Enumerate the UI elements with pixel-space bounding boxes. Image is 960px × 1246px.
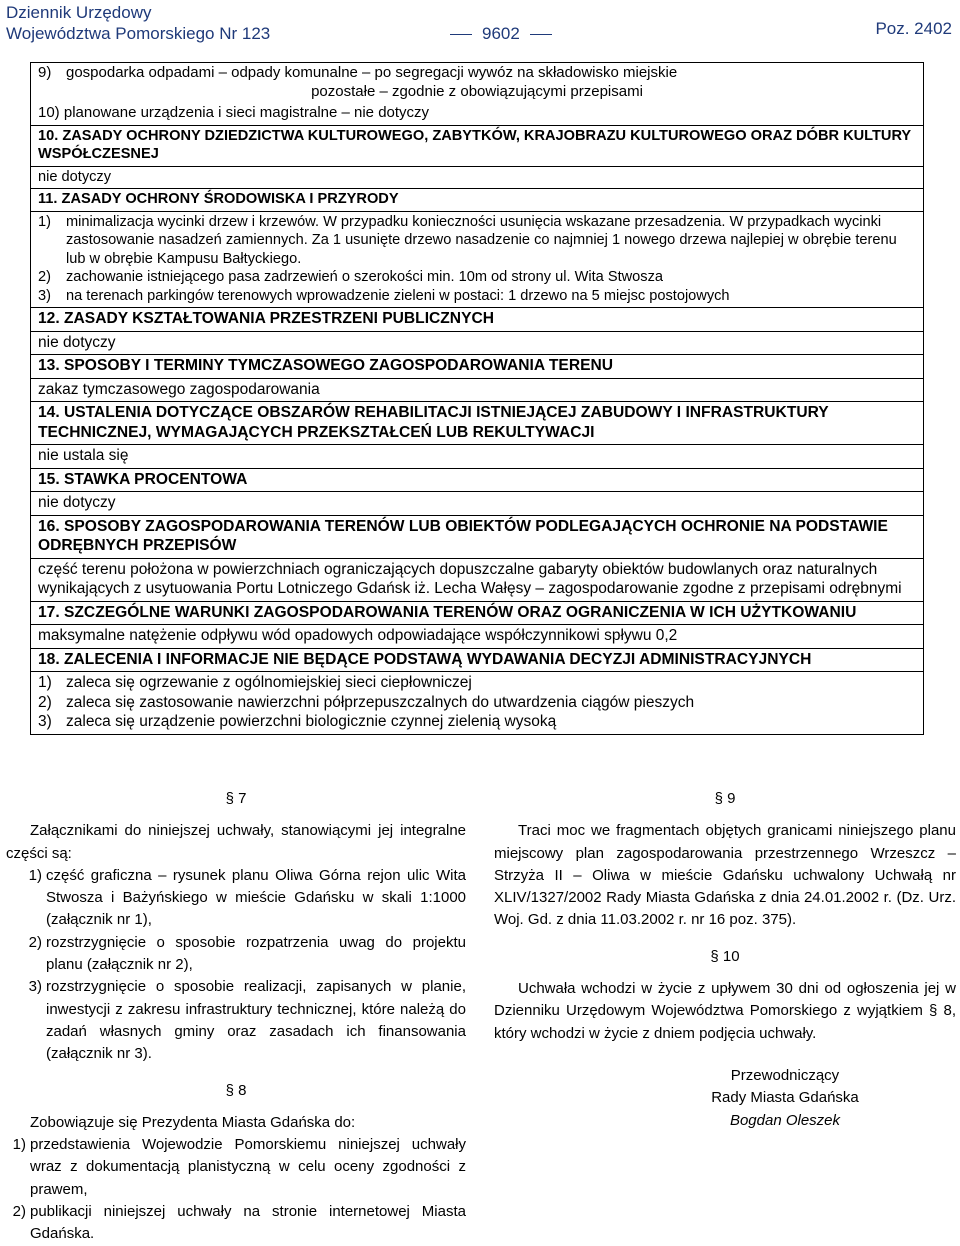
position-number: Poz. 2402 [875,19,952,38]
section-body [31,672,923,734]
signatory-role: Przewodniczący [730,1066,840,1084]
journal-issue: Województwa Pomorskiego Nr 123 [6,24,271,43]
right-column [494,788,956,1132]
item-text: zaleca się urządzenie powierzchni biologicznie czynnej zielenią wysoką [66,713,557,730]
item-number: 2) [38,693,52,711]
paragraph-heading: § 8 [225,1081,247,1099]
section-body: nie dotyczy [31,332,923,356]
section-body: nie dotyczy [31,492,923,516]
item-number: 1) [38,674,52,691]
section-heading: 14. USTALENIA DOTYCZĄCE OBSZARÓW REHABILITACJI ISTNIEJĄCEJ ZABUDOWY I INFRASTRUKTURY TECHNICZNEJ, WYMAGAJĄCYCH PRZEKSZTAŁCEŃ LUB REKULTYWACJI [31,402,923,445]
paragraph-intro: Zobowiązuje się Prezydenta Miasta Gdańska do: [30,1113,356,1131]
section-heading: 15. STAWKA PROCENTOWA [31,469,923,493]
section-heading: 18. ZALECENIA I INFORMACJE NIE BĘDĄCE PODSTAWĄ WYDAWANIA DECYZJI ADMINISTRACYJNYCH [31,649,923,673]
section-heading: 17. SZCZEGÓLNE WARUNKI ZAGOSPODAROWANIA TERENÓW ORAZ OGRANICZENIA W ICH UŻYTKOWANIU [31,602,923,626]
item-text: część graficzna – rysunek planu Oliwa Górna rejon ulic Wita Stwosza i Bażyńskiego w mieście Gdańsku w skali 1:1000 (załącznik nr 1), [46,866,466,929]
section-body: nie dotyczy [31,167,923,190]
paragraph-heading: § 10 [710,947,740,965]
item-text: zachowanie istniejącego pasa zadrzewień o szerokości min. 10m od strony ul. Wita Stwosza [66,269,664,285]
list-item [38,213,916,269]
section-heading: 16. SPOSOBY ZAGOSPODAROWANIA TERENÓW LUB OBIEKTÓW PODLEGAJĄCYCH OCHRONIE NA PODSTAWIE ODRĘBNYCH PRZEPISÓW [31,516,923,559]
item-number: 3) [38,713,52,730]
paragraph-text: Traci moc we fragmentach objętych granicami niniejszego planu miejscowy plan zagospodarowania przestrzennego Wrzeszcz – Strzyża II – Oliwa w mieście Gdańsku uchwalony Uchwałą nr XLIV/1327/2002 Rady Miasta Gdańska z dnia 24.01.2002 r. (Dz. Urz. Woj. Gd. z dnia 11.03.2002 r. nr 16 poz. 375). [494,822,956,929]
table-row [31,63,923,103]
page-number: 9602 [440,24,562,44]
item-number: 2) [12,1203,26,1221]
section-heading: 13. SPOSOBY I TERMINY TYMCZASOWEGO ZAGOSPODAROWANIA TERENU [31,355,923,379]
list-item [6,1134,466,1201]
section-heading: 10. ZASADY OCHRONY DZIEDZICTWA KULTUROWEGO, ZABYTKÓW, KRAJOBRAZU KULTUROWEGO ORAZ DÓBR KULTURY WSPÓŁCZESNEJ [31,126,923,167]
paragraph-heading: § 7 [225,790,247,807]
section-heading: 11. ZASADY OCHRONY ŚRODOWISKA I PRZYRODY [31,189,923,212]
paragraph-heading: § 9 [714,790,736,807]
item-text: publikacji niniejszej uchwały na stronie internetowej Miasta Gdańska. [30,1203,466,1243]
item-number: 2) [28,933,42,951]
signatory-name: Bogdan Oleszek [729,1111,841,1129]
item-text: gospodarka odpadami – odpady komunalne – po segregacji wywóz na składowisko miejskie [66,64,678,81]
section-body [31,212,923,309]
table-row: 10) planowane urządzenia i sieci magistralne – nie dotyczy [31,103,923,126]
section-heading: 12. ZASADY KSZTAŁTOWANIA PRZESTRZENI PUBLICZNYCH [31,308,923,332]
section-body: zakaz tymczasowego zagospodarowania [31,379,923,403]
item-text: zaleca się zastosowanie nawierzchni półprzepuszczalnych do utwardzenia ciągów pieszych [66,693,695,711]
item-number: 3) [38,287,51,304]
item-text: rozstrzygnięcie o sposobie realizacji, zapisanych w planie, inwestycji z zakresu infrastruktury technicznej, które należą do zadań własnych gminy oraz zasadach ich finansowania (załącznik nr 3). [46,978,466,1063]
item-number: 2) [38,269,51,285]
paragraph-intro: Załącznikami do niniejszej uchwały, stanowiącymi jej integralne części są: [6,822,466,862]
list-item [6,932,466,977]
item-number: 3) [28,978,42,996]
item-text: zaleca się ogrzewanie z ogólnomiejskiej sieci ciepłowniczej [66,674,472,691]
list-item [38,693,916,713]
item-text: przedstawienia Wojewodzie Pomorskiemu niniejszej uchwały wraz z dokumentacją planistyczną w celu oceny zgodności z prawem, [30,1136,466,1198]
page-header-left [6,2,270,44]
plan-provisions-table [30,62,924,735]
item-text-continued: pozostałe – zgodnie z obowiązującymi przepisami [311,82,643,100]
paragraph-text: Uchwała wchodzi w życie z upływem 30 dni od ogłoszenia jej w Dzienniku Urzędowym Województwa Pomorskiego z wyjątkiem § 8, który wchodzi w życie z dniem podjęcia uchwały. [494,980,956,1042]
list-item [38,268,916,287]
signature-block [494,1065,956,1132]
item-number: 1) [12,1136,26,1154]
item-number: 1) [28,866,42,884]
journal-title: Dziennik Urzędowy [6,3,152,22]
item-number: 1) [38,213,51,230]
item-text: na terenach parkingów terenowych wprowadzenie zieleni w postaci: 1 drzewo na 5 miejsc postojowych [66,287,730,304]
left-column [6,788,466,1246]
section-body: część terenu położona w powierzchniach ograniczających dopuszczalne gabaryty obiektów budowlanych oraz naturalnych wynikających z usytuowania Portu Lotniczego Gdańsk iż. Lecha Wałęsy – zagospodarowanie zgodne z przepisami odrębnymi [31,559,923,602]
signatory-body: Rady Miasta Gdańska [711,1089,859,1107]
item-text: minimalizacja wycinki drzew i krzewów. W przypadku konieczności usunięcia wskazane przesadzenia. W przypadkach wycinki zastosowanie nasadzeń zamiennych. Za 1 usunięte drzewo nasadzenie co najmniej 1 nowego drzewa najlepiej w obrębie terenu lub w obrębie Kampusu Bałtyckiego. [66,213,897,267]
list-item [6,976,466,1065]
list-item [38,287,916,306]
list-item [38,673,916,693]
list-item [6,1201,466,1246]
list-item [6,865,466,932]
list-item [38,712,916,732]
section-body: nie ustala się [31,445,923,469]
section-body: maksymalne natężenie odpływu wód opadowych odpowiadające współczynnikowi spływu 0,2 [31,625,923,649]
item-text: rozstrzygnięcie o sposobie rozpatrzenia uwag do projektu planu (załącznik nr 2), [46,933,466,974]
item-number: 9) [38,64,52,81]
